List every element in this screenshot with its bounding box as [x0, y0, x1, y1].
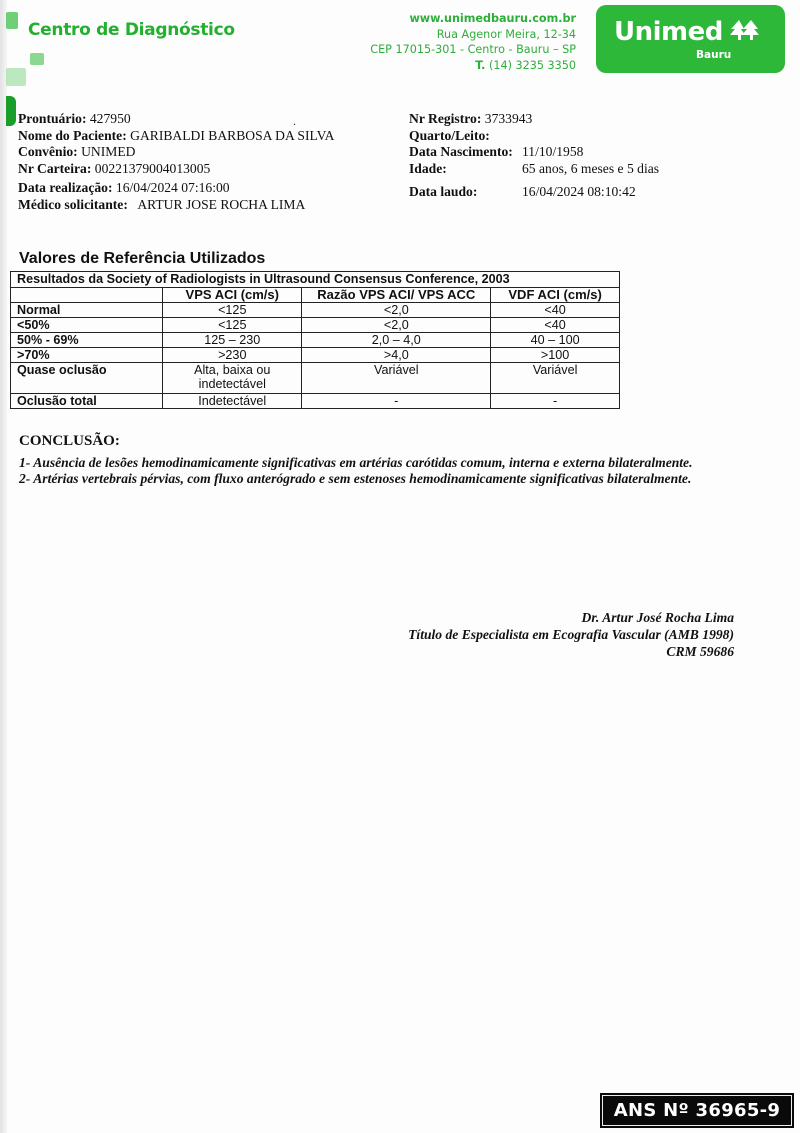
cell-razao: <2,0	[302, 318, 491, 333]
carteira-value: 00221379004013005	[94, 160, 211, 176]
convenio-value: UNIMED	[81, 144, 136, 159]
stray-dot: .	[293, 114, 296, 128]
data-realizacao-row	[18, 180, 305, 197]
registro-value: 3733943	[484, 111, 533, 126]
column-header: VDF ACI (cm/s)	[491, 288, 620, 303]
column-header: Razão VPS ACI/ VPS ACC	[302, 288, 491, 303]
quarto-row	[409, 128, 659, 145]
data-laudo-row	[409, 184, 636, 201]
signature-block	[408, 610, 734, 660]
cell-vdf: Variável	[491, 363, 620, 394]
registro-label: Nr Registro:	[409, 111, 482, 126]
table-row	[11, 348, 620, 363]
table-row	[11, 333, 620, 348]
exam-info-left	[18, 180, 305, 213]
idade-row	[409, 161, 659, 178]
data-laudo-label: Data laudo:	[409, 184, 478, 199]
logo-city: Bauru	[696, 49, 732, 61]
cell-razao: -	[302, 394, 491, 409]
contact-block	[370, 11, 576, 73]
unimed-logo	[596, 5, 785, 73]
prontuario-label: Prontuário:	[18, 111, 87, 126]
carteira-label: Nr Carteira:	[18, 160, 92, 176]
cell-razao: 2,0 – 4,0	[302, 333, 491, 348]
cell-vdf: >100	[491, 348, 620, 363]
patient-info-right	[409, 111, 659, 177]
row-label: <50%	[11, 318, 163, 333]
table-caption: Resultados da Society of Radiologists in Ultrasound Consensus Conference, 2003	[11, 272, 620, 288]
phone-number: (14) 3235 3350	[488, 58, 576, 72]
table-row	[11, 394, 620, 409]
doctor-title: Título de Especialista em Ecografia Vascular (AMB 1998)	[408, 626, 734, 642]
conclusion-item: 2- Artérias vertebrais pérvias, com fluxo anterógrado e sem estenoses hemodinamicamente significativas bilateralmente.	[19, 471, 692, 487]
cell-vps: Alta, baixa ou indetectável	[163, 363, 302, 394]
column-header: VPS ACI (cm/s)	[163, 288, 302, 303]
medico-label: Médico solicitante:	[18, 196, 128, 212]
decor-square	[6, 12, 18, 29]
cell-vps: Indetectável	[163, 394, 302, 409]
row-label: Oclusão total	[11, 394, 163, 409]
row-label: >70%	[11, 348, 163, 363]
row-label: 50% - 69%	[11, 333, 163, 348]
cell-vdf: <40	[491, 318, 620, 333]
cell-vdf: <40	[491, 303, 620, 318]
nascimento-value: 11/10/1958	[522, 144, 584, 159]
decor-square	[30, 53, 44, 65]
nascimento-row	[409, 144, 659, 161]
data-realizacao-label: Data realização:	[18, 180, 113, 195]
patient-info-left	[18, 111, 334, 177]
logo-name: Unimed	[614, 17, 723, 47]
cell-vdf: 40 – 100	[491, 333, 620, 348]
unimed-tree-icon	[730, 19, 760, 47]
reference-title: Valores de Referência Utilizados	[19, 250, 266, 267]
prontuario-row	[18, 111, 334, 128]
conclusion-title: CONCLUSÃO:	[19, 433, 120, 449]
cell-razao: Variável	[302, 363, 491, 394]
doctor-name: Dr. Artur José Rocha Lima	[581, 610, 734, 625]
brand-title: Centro de Diagnóstico	[28, 20, 235, 40]
column-header	[11, 288, 163, 303]
idade-value: 65 anos, 6 meses e 5 dias	[522, 160, 660, 176]
paciente-label: Nome do Paciente:	[18, 127, 127, 143]
page-edge	[0, 0, 7, 1133]
cell-razao: >4,0	[302, 348, 491, 363]
paciente-row	[18, 128, 334, 145]
row-label: Quase oclusão	[11, 363, 163, 394]
cell-vdf: -	[491, 394, 620, 409]
ans-badge: ANS Nº 36965-9	[600, 1093, 794, 1128]
convenio-label: Convênio:	[18, 144, 78, 159]
table-row	[11, 303, 620, 318]
website-link[interactable]: www.unimedbauru.com.br	[409, 12, 576, 25]
reference-table	[10, 271, 620, 409]
phone-label: T.	[475, 58, 486, 72]
idade-label: Idade:	[409, 160, 447, 176]
prontuario-value: 427950	[89, 111, 131, 126]
laudo-info	[409, 184, 636, 201]
phone	[370, 58, 576, 74]
cell-vps: >230	[163, 348, 302, 363]
medico-row	[18, 197, 305, 214]
cep: CEP 17015-301 - Centro - Bauru – SP	[370, 43, 576, 56]
doctor-crm: CRM 59686	[666, 643, 734, 659]
medico-value: ARTUR JOSE ROCHA LIMA	[137, 196, 306, 212]
data-laudo-value: 16/04/2024 08:10:42	[522, 184, 636, 199]
cell-vps: <125	[163, 318, 302, 333]
paciente-value: GARIBALDI BARBOSA DA SILVA	[130, 127, 335, 143]
nascimento-label: Data Nascimento:	[409, 144, 513, 159]
registro-row	[409, 111, 659, 128]
carteira-row	[18, 161, 334, 178]
data-realizacao-value: 16/04/2024 07:16:00	[115, 180, 230, 195]
cell-vps: 125 – 230	[163, 333, 302, 348]
row-label: Normal	[11, 303, 163, 318]
cell-vps: <125	[163, 303, 302, 318]
table-row	[11, 318, 620, 333]
cell-razao: <2,0	[302, 303, 491, 318]
address: Rua Agenor Meira, 12-34	[436, 27, 576, 41]
quarto-label: Quarto/Leito:	[409, 127, 490, 143]
conclusion-item: 1- Ausência de lesões hemodinamicamente significativas em artérias carótidas comum, interna e externa bilateralmente.	[19, 455, 693, 470]
decor-tab	[6, 96, 16, 126]
decor-square	[6, 68, 26, 86]
table-row	[11, 363, 620, 394]
conclusion-body	[19, 455, 735, 487]
convenio-row	[18, 144, 334, 161]
